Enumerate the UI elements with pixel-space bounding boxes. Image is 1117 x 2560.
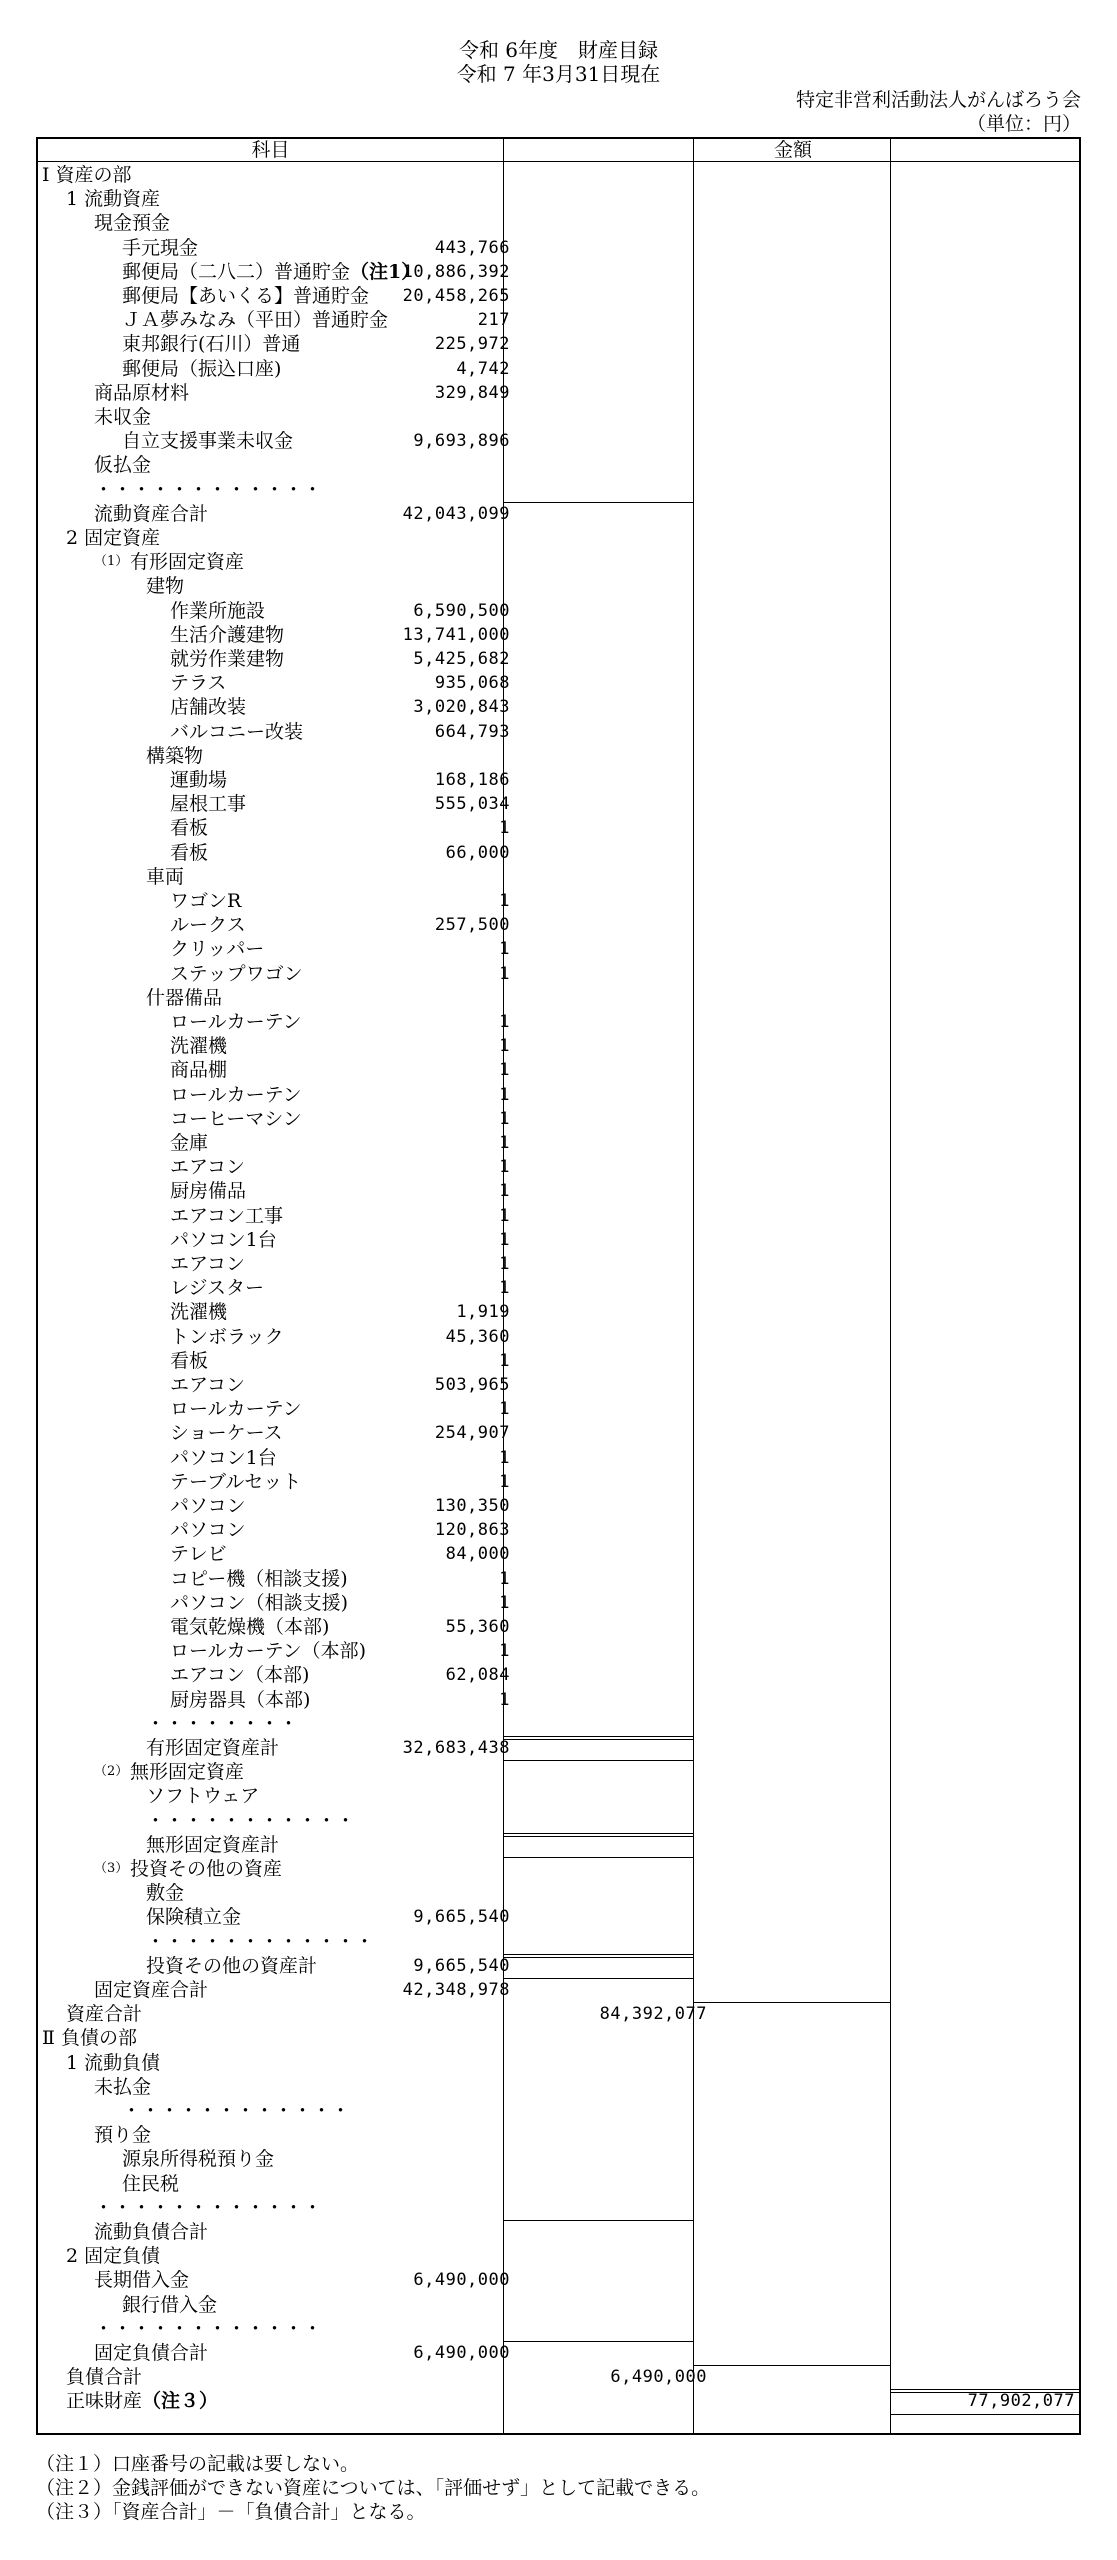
ledger-row [38, 502, 1079, 526]
ledger-row [38, 1857, 1079, 1881]
ledger-row [38, 937, 1079, 961]
amount-a1: 1 [499, 1568, 510, 1589]
row-label: エアコン [170, 1374, 246, 1396]
amount-a1: 443,766 [434, 237, 510, 258]
footnote: （注３）「資産合計」－「負債合計」となる。 [36, 2501, 426, 2523]
amount-a1: 217 [477, 310, 510, 331]
row-label: クリッパー [170, 938, 265, 961]
row-label: 正味財産 [66, 2390, 143, 2413]
amount-a1: 1 [499, 1229, 510, 1250]
row-label: ・・・・・・・・・・・・ [94, 2317, 323, 2340]
ledger-row [38, 187, 1079, 211]
ledger-row [38, 2026, 1079, 2050]
ledger-row [38, 1421, 1079, 1445]
ledger-row [38, 1470, 1079, 1494]
ledger-row [38, 2172, 1079, 2196]
row-label: 現金預金 [94, 212, 171, 235]
ledger-row [38, 1228, 1079, 1252]
header-rule [38, 161, 1079, 162]
ledger-row [38, 1639, 1079, 1663]
amount-a1: 257,500 [434, 915, 510, 936]
amount-a1: 9,693,896 [413, 431, 510, 452]
total-rule [890, 2389, 1079, 2390]
ledger-row [38, 526, 1079, 550]
total-rule [503, 1736, 693, 1737]
amount-a1: 1 [499, 1641, 510, 1662]
row-label: 厨房備品 [170, 1180, 247, 1203]
amount-a1: 1 [499, 1254, 510, 1274]
amount-a1: 6,490,000 [413, 2270, 510, 2291]
amount-a1: 20,458,265 [402, 286, 510, 306]
row-label: 無形固定資産計 [146, 1833, 280, 1856]
ledger-row [38, 2002, 1079, 2026]
amount-a1: 1 [499, 963, 510, 984]
row-label: 自立支援事業未収金 [122, 430, 294, 453]
total-rule [503, 2341, 693, 2342]
row-label: 電気乾燥機（本部) [170, 1616, 330, 1638]
column-header-subject: 科目 [251, 139, 290, 161]
amount-a1: 1 [499, 1181, 510, 1202]
amount-a1: 84,000 [445, 1544, 510, 1565]
total-rule [503, 1833, 693, 1834]
row-label: 1 流動負債 [66, 2051, 161, 2074]
ledger-row [38, 332, 1079, 356]
ledger-row [38, 816, 1079, 840]
ledger-row [38, 1930, 1079, 1954]
ledger-row [38, 2268, 1079, 2292]
row-label: 未払金 [94, 2075, 152, 2098]
amount-a1: 9,665,540 [413, 1907, 510, 1928]
ledger-row [38, 2220, 1079, 2244]
row-label: 未収金 [94, 406, 152, 428]
ledger-row [38, 574, 1079, 598]
row-label: エアコン [170, 1253, 246, 1275]
row-subnumber: （1） [94, 554, 129, 570]
ledger-row [38, 889, 1079, 913]
row-label: 長期借入金 [94, 2269, 190, 2292]
row-label: 1 流動資産 [66, 188, 161, 211]
row-label: ・・・・・・・・・・・・ [146, 1930, 375, 1953]
ledger-row [38, 1567, 1079, 1591]
ledger-row [38, 1155, 1079, 1179]
ledger-row [38, 357, 1079, 381]
row-label: 無形固定資産 [130, 1761, 245, 1784]
ledger-row [38, 2293, 1079, 2317]
row-label: パソコン [170, 1495, 246, 1517]
row-label: テレビ [170, 1543, 227, 1566]
row-label: ルークス [170, 914, 246, 937]
row-label: 有形固定資産 [130, 551, 245, 574]
row-label: ・・・・・・・・・・・ [146, 1809, 356, 1832]
amount-a1: 42,043,099 [402, 503, 510, 524]
row-label: 投資その他の資産 [130, 1858, 283, 1880]
footnote: （注２）金銭評価ができない資産については、「評価せず」として記載できる。 [36, 2477, 711, 2499]
row-note-ref: （注３） [142, 2390, 219, 2413]
row-label: 厨房器具（本部) [170, 1688, 311, 1711]
ledger-row [38, 1663, 1079, 1687]
amount-a1: 62,084 [445, 1665, 510, 1686]
ledger-row [38, 260, 1079, 284]
row-label: 就労作業建物 [170, 648, 285, 670]
row-label: 2 固定資産 [66, 527, 161, 549]
row-label: ロールカーテン [170, 1083, 302, 1106]
row-label: パソコン（相談支援) [170, 1591, 349, 1614]
document-title: 令和 6年度 財産目録 [458, 38, 659, 62]
ledger-row [38, 2051, 1079, 2075]
ledger-row [38, 1615, 1079, 1639]
amount-a1: 4,742 [456, 358, 510, 379]
footnote: （注１）口座番号の記載は要しない。 [36, 2453, 360, 2475]
ledger-row [38, 1349, 1079, 1373]
total-rule [503, 1954, 693, 1955]
ledger-row [38, 429, 1079, 453]
amount-a1: 1 [499, 891, 510, 911]
amount-a1: 935,068 [434, 673, 510, 694]
ledger-row [38, 1760, 1079, 1784]
organization-name: 特定非営利活動法人がんばろう会 [795, 89, 1081, 111]
row-label: 2 固定負債 [66, 2245, 161, 2268]
column-header-amount: 金額 [773, 139, 812, 161]
row-label: レジスター [170, 1277, 264, 1300]
amount-a1: 1 [499, 1205, 510, 1226]
row-label: 手元現金 [122, 236, 199, 259]
row-label: 商品原材料 [94, 381, 190, 404]
ledger-row [38, 236, 1079, 260]
ledger-row [38, 1179, 1079, 1203]
ledger-row [38, 2123, 1079, 2147]
amount-a1: 1 [499, 1108, 510, 1129]
amount-a1: 1 [499, 1060, 510, 1081]
amount-a1: 9,665,540 [413, 1955, 510, 1976]
row-label: 仮払金 [94, 454, 152, 477]
row-label: 資産合計 [66, 2003, 143, 2026]
amount-a1: 120,863 [434, 1520, 510, 1541]
row-label: ロールカーテン [170, 1398, 302, 1421]
ledger-row [38, 1300, 1079, 1324]
amount-a1: 6,490,000 [413, 2343, 510, 2363]
ledger-row [38, 2196, 1079, 2220]
ledger-row [38, 1712, 1079, 1736]
amount-a1: 168,186 [434, 770, 510, 790]
amount-a1: 1 [499, 1399, 510, 1420]
ledger-row [38, 1784, 1079, 1808]
ledger-row [38, 1083, 1079, 1107]
row-label: 車両 [146, 865, 185, 888]
ledger-row [38, 1058, 1079, 1082]
row-label: 什器備品 [146, 986, 223, 1009]
total-rule [503, 1739, 693, 1740]
amount-a1: 225,972 [434, 334, 510, 355]
row-label: 構築物 [146, 744, 204, 767]
amount-a1: 42,348,978 [402, 1980, 510, 2000]
ledger-row [38, 1252, 1079, 1276]
row-label: 住民税 [122, 2172, 180, 2195]
total-rule [890, 2392, 1079, 2393]
amount-a1: 254,907 [434, 1423, 510, 1444]
row-label: ショーケース [170, 1422, 283, 1445]
ledger-row [38, 1446, 1079, 1470]
ledger-row [38, 381, 1079, 405]
ledger-row [38, 2099, 1079, 2123]
row-label: 商品棚 [170, 1059, 228, 1082]
ledger-row [38, 1688, 1079, 1712]
row-label: 建物 [146, 575, 185, 598]
ledger-row [38, 647, 1079, 671]
row-label-group [66, 2389, 218, 2413]
ledger-row [38, 453, 1079, 477]
ledger-row [38, 2147, 1079, 2171]
asset-inventory-table [36, 137, 1081, 2435]
amount-a1: 66,000 [445, 842, 510, 863]
row-label: 保険積立金 [146, 1906, 242, 1929]
row-label: ・・・・・・・・ [146, 1712, 299, 1735]
row-label: Ⅱ 負債の部 [42, 2027, 137, 2050]
amount-a1: 45,360 [445, 1326, 510, 1347]
row-label: 固定資産合計 [94, 1979, 209, 2001]
ledger-row [38, 720, 1079, 744]
total-rule [693, 2365, 890, 2366]
amount-a1: 1 [499, 1084, 510, 1105]
ledger-row [38, 211, 1079, 235]
ledger-row [38, 744, 1079, 768]
amount-a1: 1 [499, 1133, 510, 1153]
row-label: ロールカーテン [170, 1011, 302, 1033]
row-label: ワゴンR [170, 890, 242, 912]
row-label: 預り金 [94, 2124, 152, 2147]
amount-a2: 84,392,077 [599, 2004, 707, 2025]
row-label: ＪＡ夢みなみ（平田）普通貯金 [122, 309, 389, 332]
row-label: 投資その他の資産計 [146, 1954, 318, 1977]
footnotes [36, 2452, 710, 2524]
amount-a1: 3,020,843 [413, 697, 510, 718]
amount-a1: 555,034 [434, 794, 510, 815]
ledger-row [38, 2341, 1079, 2365]
row-label: バルコニー改装 [170, 720, 304, 743]
ledger-row [38, 1107, 1079, 1131]
ledger-row [38, 2317, 1079, 2341]
total-rule [503, 1836, 693, 1837]
total-rule [693, 2002, 890, 2003]
row-label: 洗濯機 [170, 1035, 228, 1058]
ledger-row [38, 1881, 1079, 1905]
amount-a1: 5,425,682 [413, 649, 510, 669]
ledger-row [38, 695, 1079, 719]
row-label: 運動場 [170, 769, 228, 791]
row-label: トンボラック [170, 1325, 284, 1348]
document-date: 令和 7 年3月31日現在 [456, 62, 661, 86]
row-label: ・・・・・・・・・・・・ [122, 2100, 351, 2122]
row-note-ref: （注1） [350, 260, 421, 283]
row-label: パソコン1台 [170, 1446, 277, 1469]
row-label: 看板 [170, 1349, 209, 1372]
amount-a1: 1 [499, 1036, 510, 1057]
ledger-row [38, 284, 1079, 308]
amount-a2: 6,490,000 [610, 2367, 707, 2388]
row-label: 東邦銀行(石川）普通 [122, 333, 301, 356]
amount-a1: 32,683,438 [402, 1738, 510, 1758]
amount-a1: 1 [499, 1447, 510, 1468]
ledger-row [38, 1978, 1079, 2002]
amount-a1: 1 [499, 939, 510, 960]
ledger-row [38, 2244, 1079, 2268]
row-label: エアコン工事 [170, 1204, 284, 1227]
row-label: 敷金 [146, 1882, 185, 1905]
ledger-row [38, 1905, 1079, 1929]
amount-a1: 13,741,000 [402, 624, 510, 645]
row-label: 流動負債合計 [94, 2221, 209, 2243]
amount-a1: 1 [499, 1471, 510, 1492]
amount-a1: 1 [499, 1278, 510, 1299]
ledger-row [38, 1131, 1079, 1155]
row-label: エアコン（本部) [170, 1664, 310, 1687]
amount-a3: 77,902,077 [967, 2391, 1075, 2412]
row-label: 源泉所得税預り金 [122, 2148, 275, 2171]
row-label: 負債合計 [66, 2366, 143, 2389]
row-label: 屋根工事 [170, 793, 247, 816]
ledger-row [38, 405, 1079, 429]
row-label: 有形固定資産計 [146, 1737, 280, 1759]
amount-a1: 1 [499, 1157, 510, 1178]
amount-a1: 503,965 [434, 1375, 510, 1395]
ledger-row [38, 1373, 1079, 1397]
row-label: コピー機（相談支援) [170, 1567, 348, 1590]
row-label: テーブルセット [170, 1470, 302, 1493]
ledger-row [38, 1276, 1079, 1300]
row-label: コーヒーマシン [170, 1107, 302, 1130]
ledger-row [38, 792, 1079, 816]
row-label: ロールカーテン（本部) [170, 1640, 367, 1663]
ledger-row [38, 1034, 1079, 1058]
row-label: 郵便局（二八二）普通貯金 [122, 260, 351, 283]
amount-a1: 6,590,500 [413, 600, 510, 621]
ledger-row [38, 1010, 1079, 1034]
amount-a1: 329,849 [434, 382, 510, 403]
row-label: 郵便局【あいくる】普通貯金 [122, 285, 370, 307]
row-subnumber: （3） [94, 1861, 129, 1876]
ledger-row [38, 1397, 1079, 1421]
ledger-row [38, 2075, 1079, 2099]
amount-a1: 55,360 [445, 1617, 510, 1637]
row-label: エアコン [170, 1156, 246, 1179]
ledger-row [38, 1204, 1079, 1228]
amount-a1: 1,919 [456, 1302, 510, 1323]
row-label: 作業所施設 [170, 599, 266, 622]
amount-a1: 1 [499, 1350, 510, 1371]
ledger-row [38, 865, 1079, 889]
row-label: ・・・・・・・・・・・・ [94, 2196, 323, 2219]
row-label: ・・・・・・・・・・・・ [94, 478, 323, 501]
unit-label: （単位：円） [966, 113, 1081, 135]
ledger-row [38, 962, 1079, 986]
total-rule [503, 2220, 693, 2221]
amount-a1: 1 [499, 818, 510, 839]
ledger-row [38, 1591, 1079, 1615]
row-label: ステップワゴン [170, 962, 303, 985]
amount-a1: 130,350 [434, 1496, 510, 1516]
row-subnumber: （2） [94, 1764, 129, 1780]
ledger-row [38, 2365, 1079, 2389]
ledger-row [38, 1325, 1079, 1349]
ledger-row [38, 1542, 1079, 1566]
ledger-row [38, 841, 1079, 865]
row-label: 店舗改装 [170, 696, 247, 719]
amount-a1: 1 [499, 1592, 510, 1613]
ledger-row [38, 308, 1079, 332]
ledger-row [38, 1518, 1079, 1542]
ledger-row [38, 1494, 1079, 1518]
amount-a1: 1 [499, 1012, 510, 1032]
amount-a1: 10,886,392 [402, 261, 510, 282]
row-label-group [122, 260, 420, 284]
amount-a1: 1 [499, 1689, 510, 1710]
ledger-row [38, 1809, 1079, 1833]
row-label: 郵便局（振込口座) [122, 357, 282, 380]
total-rule [890, 2414, 1079, 2415]
row-label: 洗濯機 [170, 1301, 228, 1324]
row-label: 看板 [170, 817, 209, 840]
row-label: テラス [170, 672, 227, 695]
row-label: 銀行借入金 [122, 2293, 218, 2316]
row-label: 看板 [170, 841, 209, 864]
ledger-row [38, 913, 1079, 937]
row-label: パソコン [170, 1519, 246, 1542]
ledger-row [38, 163, 1079, 187]
ledger-row [38, 671, 1079, 695]
total-rule [503, 1957, 693, 1958]
ledger-row [38, 599, 1079, 623]
ledger-row [38, 986, 1079, 1010]
total-rule [503, 502, 693, 503]
row-label: 固定負債合計 [94, 2342, 209, 2364]
ledger-row [38, 550, 1079, 574]
row-label: パソコン1台 [170, 1228, 277, 1251]
amount-a1: 664,793 [434, 721, 510, 742]
row-label: ソフトウェア [146, 1785, 260, 1808]
row-label: 生活介護建物 [170, 623, 285, 646]
row-label: 流動資産合計 [94, 502, 209, 525]
ledger-row [38, 478, 1079, 502]
row-label: Ⅰ 資産の部 [42, 164, 132, 186]
ledger-row [38, 768, 1079, 792]
ledger-row [38, 623, 1079, 647]
row-label: 金庫 [170, 1132, 209, 1154]
